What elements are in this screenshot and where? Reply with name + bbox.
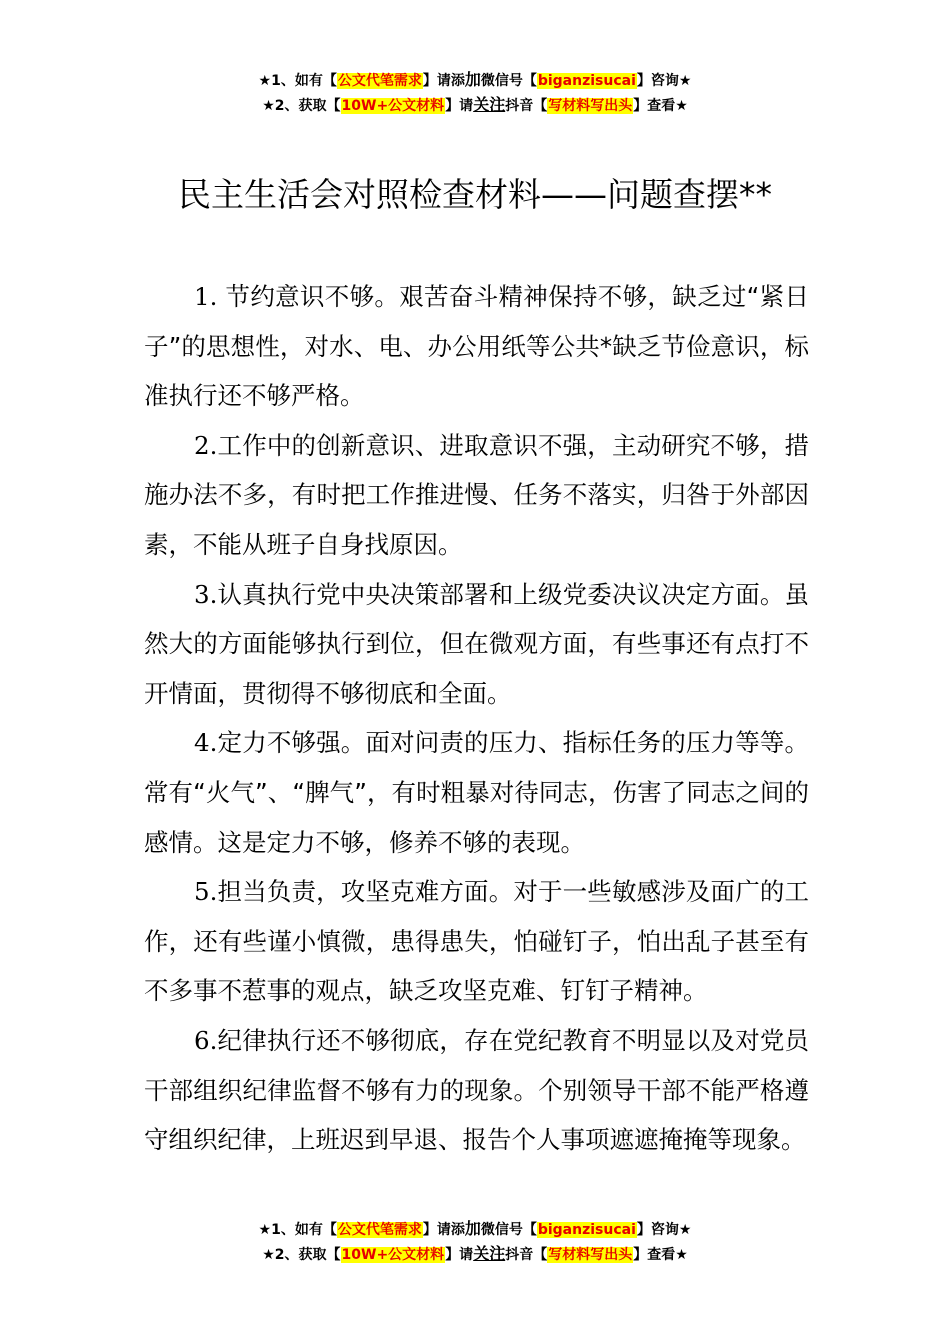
banner-text: 微信号【 <box>480 1222 537 1238</box>
paragraph-number: 3. <box>194 579 218 609</box>
paragraph-text: 定力不够强。面对问责的压力、指标任务的压力等等。常有“火气”、“脾气”，有时粗暴对待同志，伤害了同志之间的感情。这是定力不够，修养不够的表现。 <box>144 728 809 857</box>
banner-text: 】查看★ <box>633 98 688 114</box>
banner-text: 】咨询★ <box>636 73 692 89</box>
paragraph-number: 6. <box>194 1025 218 1055</box>
paragraph-number: 1. <box>194 282 218 311</box>
paragraph-3 <box>144 570 809 719</box>
paragraph-5 <box>144 867 809 1016</box>
banner-highlight: biganzisucai <box>537 1222 636 1238</box>
banner-highlight: 公文代笔需求 <box>337 1222 422 1238</box>
banner-highlight: 公文代笔需求 <box>337 73 422 89</box>
banner-emphasis: 加 <box>464 70 481 89</box>
banner-text: 】请添 <box>422 1222 465 1238</box>
paragraph-text: 担当负责，攻坚克难方面。对于一些敏感涉及面广的工作，还有些谨小慎微，患得患失，怕碰钉子，怕出乱子甚至有不多事不惹事的观点，缺乏攻坚克难、钉钉子精神。 <box>144 877 809 1006</box>
banner-highlight: biganzisucai <box>537 73 636 89</box>
banner-emphasis: 关注 <box>473 95 506 114</box>
banner-line-2 <box>0 1242 950 1267</box>
banner-text: ★2、获取【 <box>262 1247 341 1263</box>
banner-text: ★2、获取【 <box>262 98 341 114</box>
banner-text: 】请 <box>445 98 474 114</box>
banner-text: 】咨询★ <box>636 1222 692 1238</box>
banner-text: ★1、如有【 <box>258 1222 337 1238</box>
banner-highlight: 写材料写出头 <box>548 1247 633 1263</box>
banner-highlight: 写材料写出头 <box>548 98 633 114</box>
banner-text: 抖音【 <box>505 1247 548 1263</box>
document-title: 民主生活会对照检查材料——问题查摆** <box>178 175 772 214</box>
paragraph-text: 工作中的创新意识、进取意识不强，主动研究不够，措施办法不多，有时把工作推进慢、任务不落实，归咎于外部因素，不能从班子自身找原因。 <box>144 430 809 559</box>
banner-text: 抖音【 <box>505 98 548 114</box>
paragraph-number: 4. <box>194 728 218 758</box>
banner-emphasis: 加 <box>464 1219 481 1238</box>
banner-emphasis: 关注 <box>473 1244 506 1263</box>
footer-banner <box>0 1217 950 1267</box>
paragraph-number: 2. <box>194 430 218 460</box>
paragraph-4 <box>144 718 809 867</box>
paragraph-text: 节约意识不够。艰苦奋斗精神保持不够，缺乏过“紧日子”的思想性，对水、电、办公用纸等公共*缺乏节俭意识，标准执行还不够严格。 <box>144 282 809 411</box>
paragraph-2 <box>144 421 809 570</box>
paragraph-text: 纪律执行还不够彻底，存在党纪教育不明显以及对党员干部组织纪律监督不够有力的现象。个别领导干部不能严格遵守组织纪律，上班迟到早退、报告个人事项遮遮掩掩等现象。 <box>144 1025 809 1155</box>
document-body <box>144 272 809 1165</box>
banner-line-1 <box>0 68 950 93</box>
paragraph-6 <box>144 1016 809 1165</box>
banner-text: 】请 <box>445 1247 474 1263</box>
header-banner <box>0 68 950 118</box>
paragraph-number: 5. <box>194 877 218 907</box>
paragraph-text: 认真执行党中央决策部署和上级党委决议决定方面。虽然大的方面能够执行到位，但在微观方面，有些事还有点打不开情面，贯彻得不够彻底和全面。 <box>144 579 809 708</box>
banner-text: 微信号【 <box>480 73 537 89</box>
banner-text: 】查看★ <box>633 1247 688 1263</box>
banner-line-1 <box>0 1217 950 1242</box>
banner-highlight: 10W+公文材料 <box>341 98 445 114</box>
banner-line-2 <box>0 93 950 118</box>
banner-highlight: 10W+公文材料 <box>341 1247 445 1263</box>
banner-text: 】请添 <box>422 73 465 89</box>
paragraph-1 <box>144 272 809 421</box>
banner-text: ★1、如有【 <box>258 73 337 89</box>
